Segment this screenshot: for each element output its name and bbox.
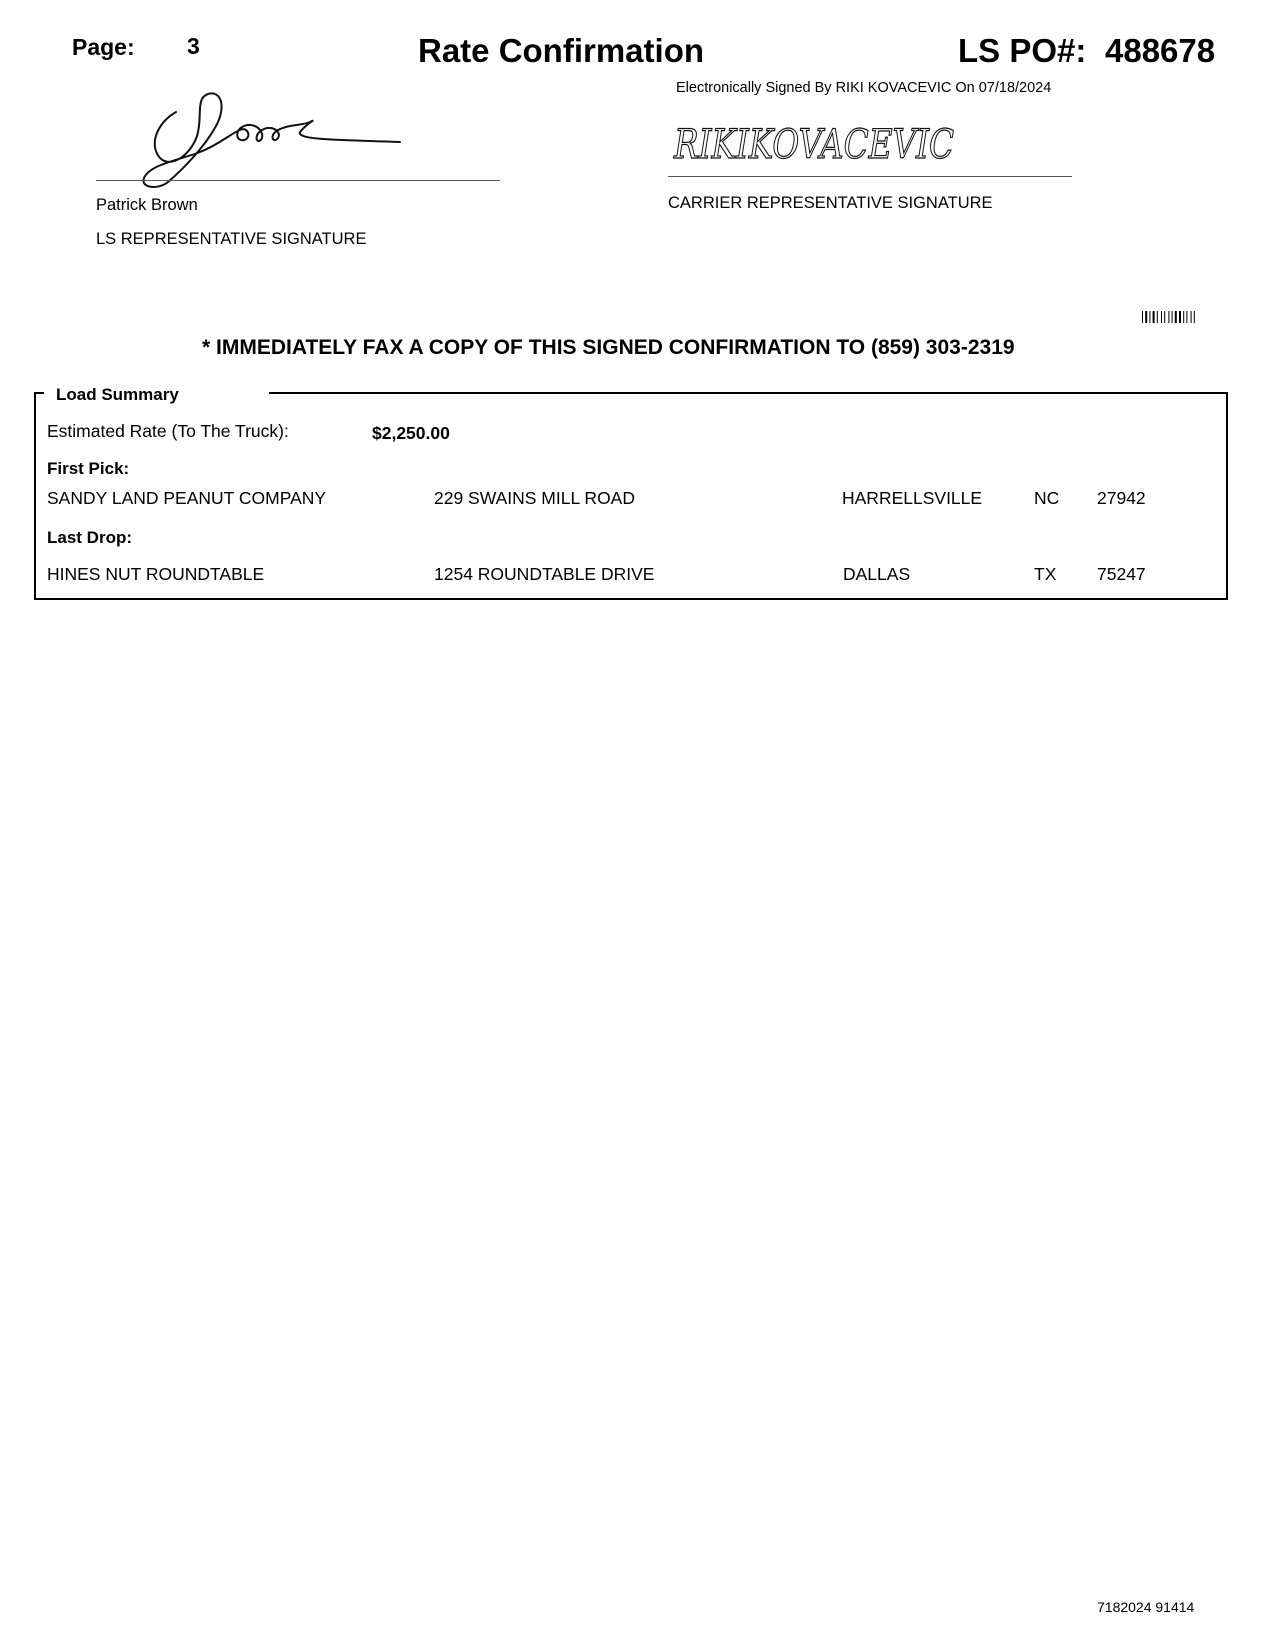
estimated-rate-value: $2,250.00 bbox=[372, 423, 450, 443]
last-drop-zip: 75247 bbox=[1097, 564, 1146, 584]
barcode-bar bbox=[1175, 311, 1177, 323]
barcode-bar bbox=[1149, 311, 1150, 323]
page-label: Page: bbox=[72, 34, 135, 60]
fax-notice: * IMMEDIATELY FAX A COPY OF THIS SIGNED CONFIRMATION TO (859) 303-2319 bbox=[202, 336, 1015, 359]
last-drop-label: Last Drop: bbox=[47, 528, 132, 547]
barcode-bar bbox=[1179, 311, 1181, 323]
ls-signer-name: Patrick Brown bbox=[96, 196, 198, 214]
last-drop-state: TX bbox=[1034, 564, 1057, 584]
first-pick-label: First Pick: bbox=[47, 459, 130, 478]
carrier-signature-caption: CARRIER REPRESENTATIVE SIGNATURE bbox=[668, 194, 993, 212]
po-number: 488678 bbox=[1105, 32, 1216, 69]
first-pick-state: NC bbox=[1034, 488, 1060, 508]
barcode-bar bbox=[1183, 311, 1184, 323]
barcode-bar bbox=[1186, 311, 1187, 323]
page-number: 3 bbox=[187, 33, 200, 59]
electronic-signature-note: Electronically Signed By RIKI KOVACEVIC On 07/18/2024 bbox=[676, 80, 1052, 96]
barcode-bar bbox=[1168, 311, 1169, 323]
first-pick-zip: 27942 bbox=[1097, 488, 1146, 508]
ls-handwritten-signature bbox=[130, 82, 430, 192]
ls-signature-caption: LS REPRESENTATIVE SIGNATURE bbox=[96, 230, 367, 248]
barcode-bar bbox=[1161, 311, 1162, 323]
first-pick-name: SANDY LAND PEANUT COMPANY bbox=[47, 488, 327, 508]
carrier-handwritten-signature bbox=[672, 116, 972, 168]
estimated-rate-label: Estimated Rate (To The Truck): bbox=[47, 421, 289, 441]
last-drop-address: 1254 ROUNDTABLE DRIVE bbox=[434, 564, 655, 584]
barcode-bar bbox=[1157, 311, 1158, 323]
barcode-bar bbox=[1164, 311, 1165, 323]
carrier-signature-line bbox=[668, 176, 1072, 177]
barcode-image bbox=[1142, 311, 1220, 323]
po-label: LS PO#: bbox=[958, 32, 1087, 69]
barcode-bar bbox=[1191, 311, 1192, 323]
document-title: Rate Confirmation bbox=[418, 32, 705, 69]
barcode-bar bbox=[1194, 311, 1195, 323]
barcode-bar bbox=[1172, 311, 1173, 323]
ls-signature-line bbox=[96, 180, 500, 181]
barcode-bar bbox=[1145, 311, 1147, 323]
first-pick-city: HARRELLSVILLE bbox=[842, 488, 983, 508]
last-drop-city: DALLAS bbox=[843, 564, 911, 584]
footer-document-code: 7182024 91414 bbox=[1097, 1599, 1195, 1615]
barcode-bar bbox=[1142, 311, 1143, 323]
barcode-bar bbox=[1153, 311, 1155, 323]
load-summary-title: Load Summary bbox=[56, 385, 179, 404]
carrier-signature-text: RIKIKOVACEVIC bbox=[673, 122, 954, 168]
first-pick-address: 229 SWAINS MILL ROAD bbox=[434, 488, 635, 508]
last-drop-name: HINES NUT ROUNDTABLE bbox=[47, 564, 265, 584]
